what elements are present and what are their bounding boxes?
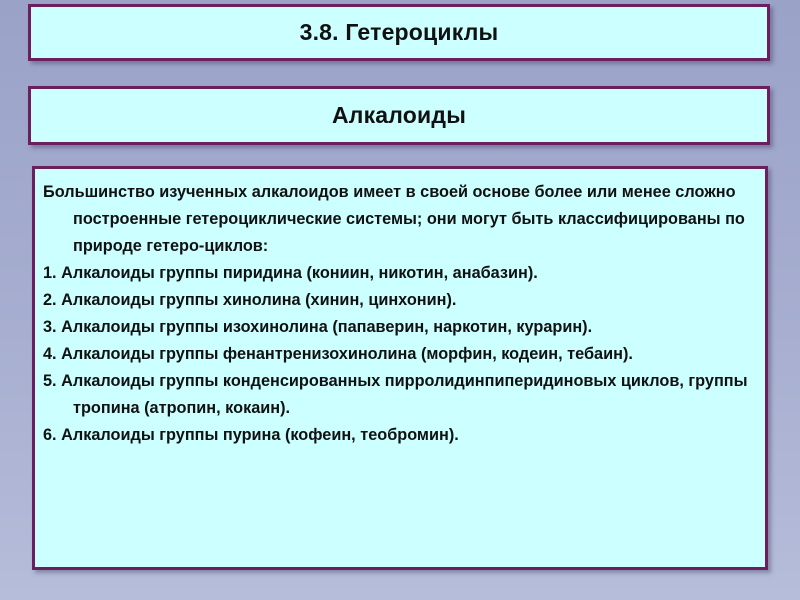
title-box (28, 4, 770, 61)
list-item: 6. Алкалоиды группы пурина (кофеин, теобромин). (43, 426, 459, 444)
list-item: 2. Алкалоиды группы хинолина (хинин, цинхонин). (43, 291, 457, 309)
intro-paragraph: Большинство изученных алкалоидов имеет в своей основе более или менее сложно построенные гетероциклические системы; они могут быть классифицированы по природе гетеро-циклов: (43, 183, 745, 255)
list-item: 1. Алкалоиды группы пиридина (кониин, никотин, анабазин). (43, 264, 538, 282)
slide-title: 3.8. Гетероциклы (299, 19, 499, 45)
content-box (32, 166, 768, 570)
list-item: 3. Алкалоиды группы изохинолина (папаверин, наркотин, курарин). (43, 318, 593, 336)
list-item: 4. Алкалоиды группы фенантренизохинолина (морфин, кодеин, тебаин). (43, 345, 633, 363)
subtitle-box (28, 86, 770, 145)
slide-subtitle: Алкалоиды (331, 102, 467, 128)
list-item: 5. Алкалоиды группы конденсированных пирролидинпиперидиновых циклов, группы тропина (атропин, кокаин). (43, 372, 748, 417)
